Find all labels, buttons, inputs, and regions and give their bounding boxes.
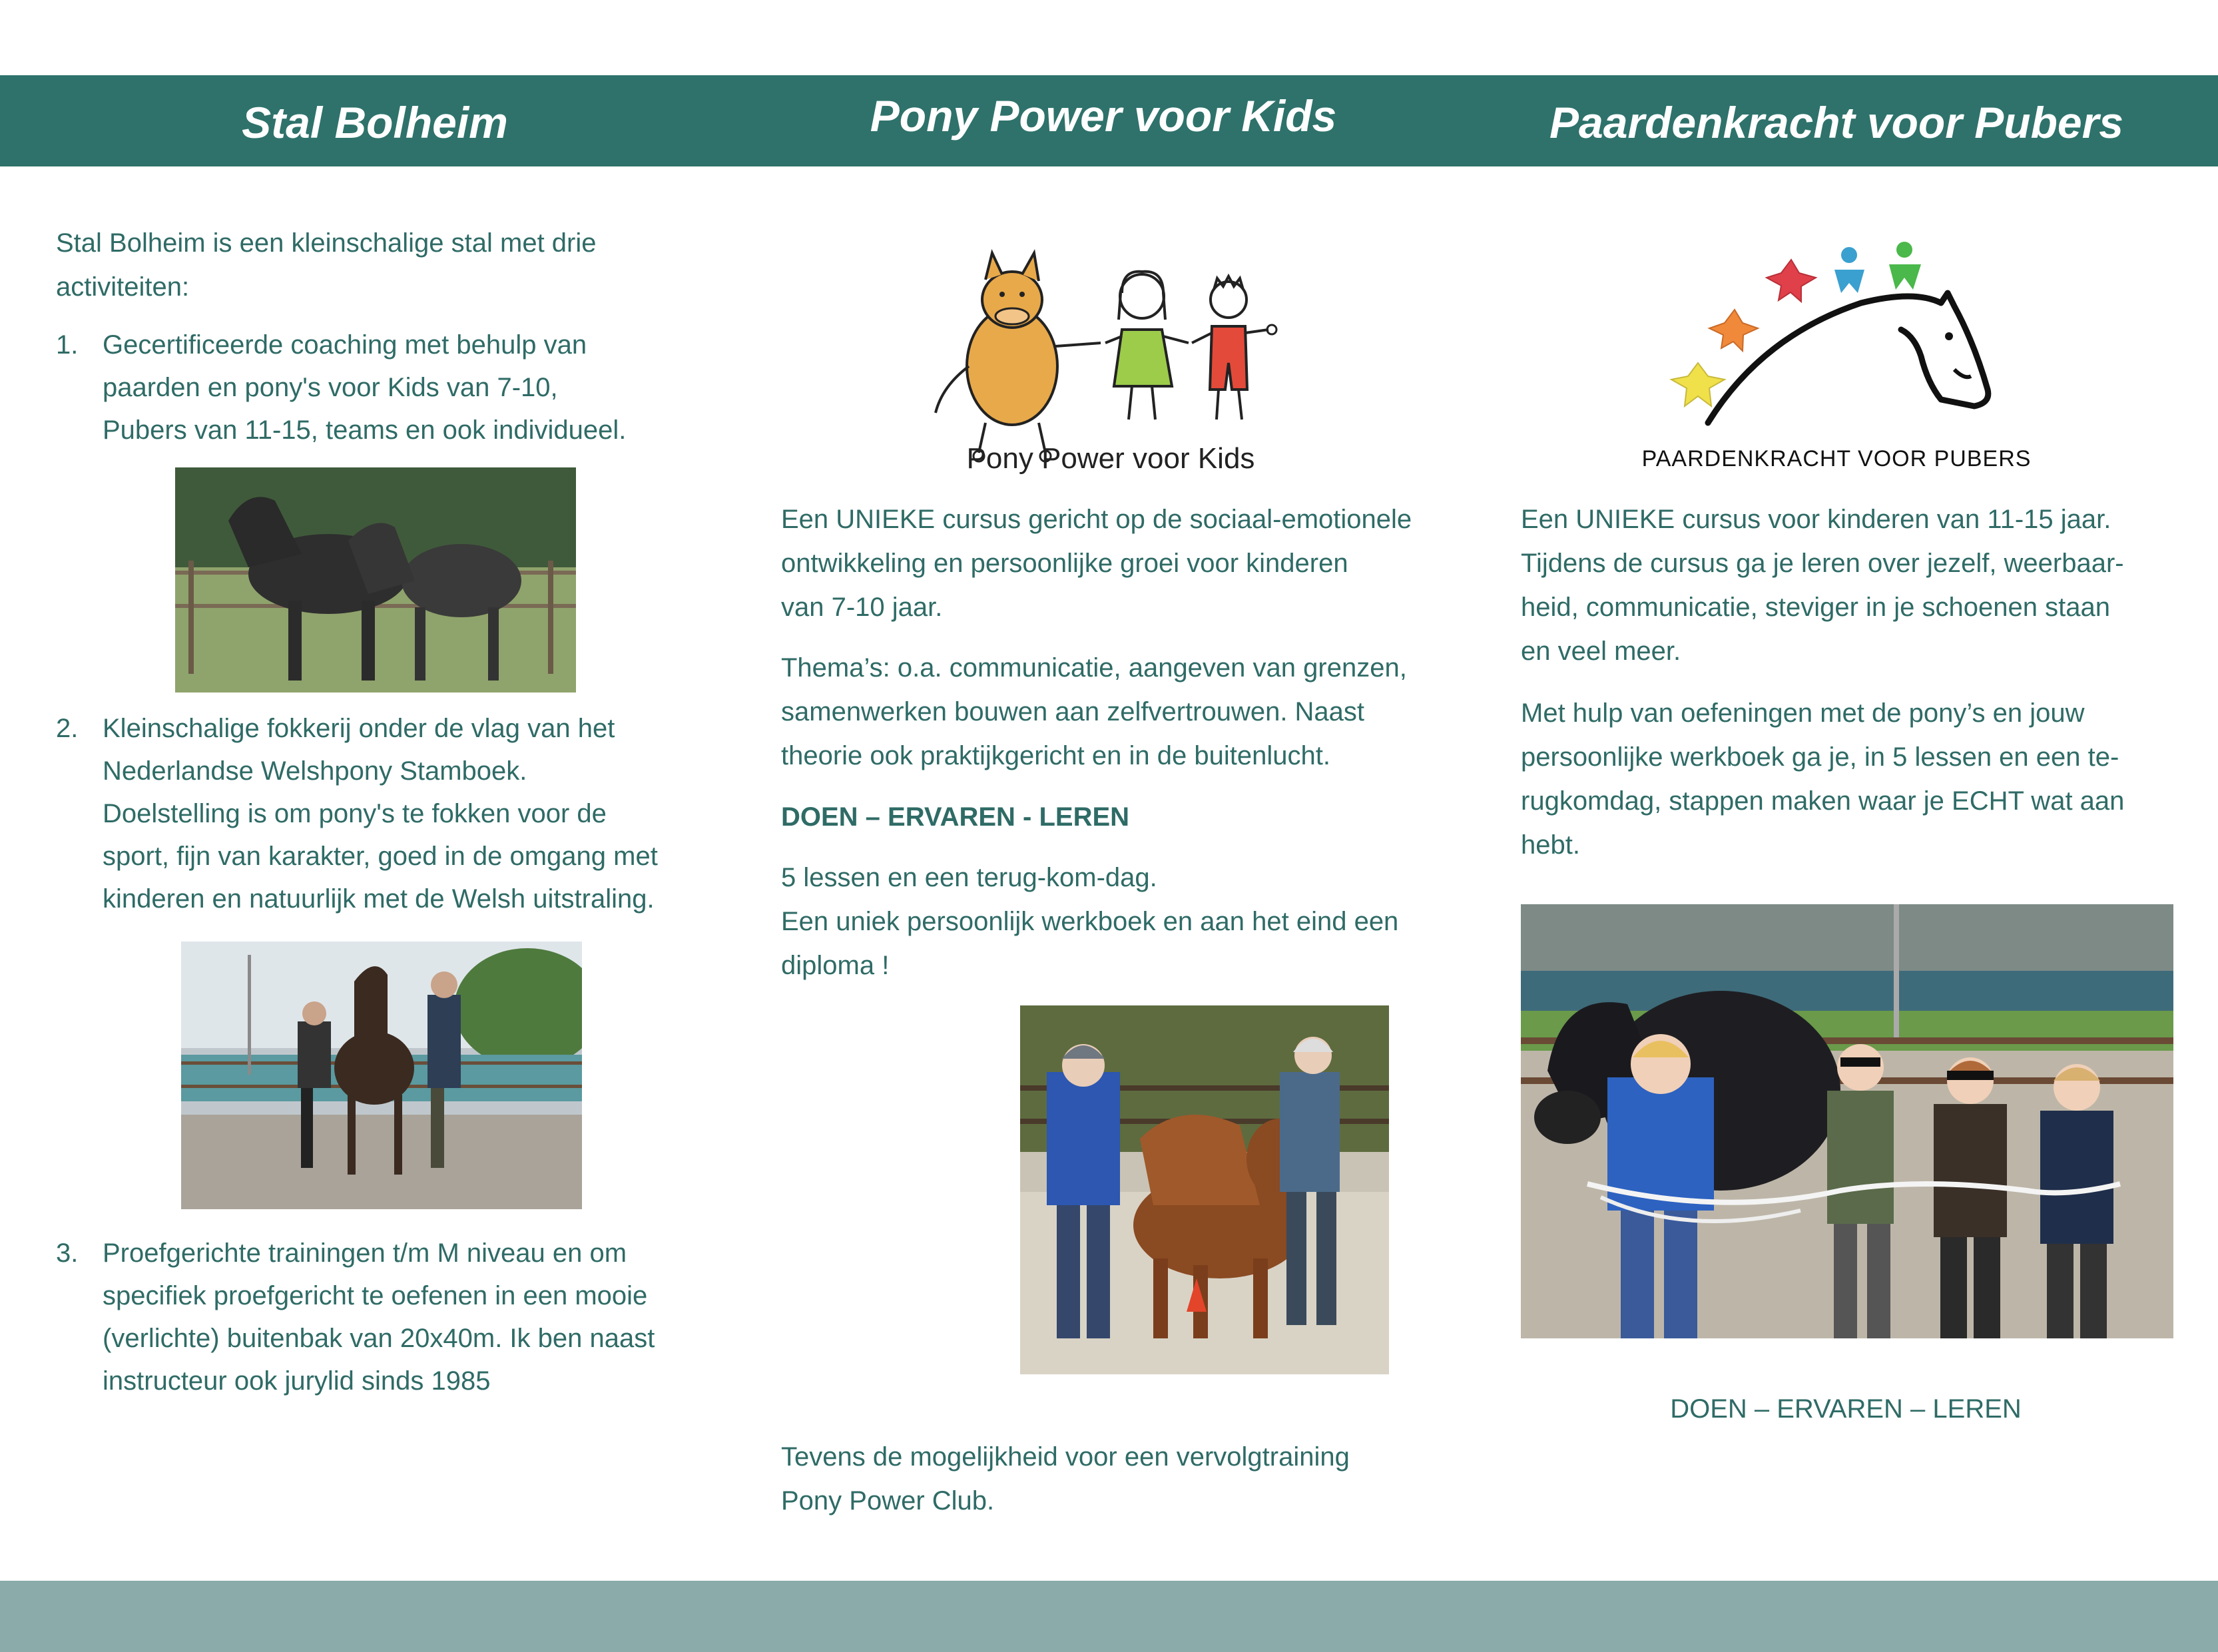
text-line: Een uniek persoonlijk werkboek en aan het eind een — [781, 907, 1399, 936]
list-line: sport, fijn van karakter, goed in de omgang met — [103, 842, 658, 871]
pubers-horse-photo — [1521, 904, 2173, 1338]
text-line: Een UNIEKE cursus gericht op de sociaal-emotionele — [781, 505, 1412, 534]
text-line: diploma ! — [781, 951, 890, 980]
list-line: (verlichte) buitenbak van 20x40m. Ik ben naast — [103, 1324, 655, 1353]
text-line: heid, communicatie, steviger in je schoenen staan — [1521, 593, 2110, 622]
text-line: persoonlijke werkboek ga je, in 5 lessen en een te- — [1521, 742, 2119, 772]
col2-paragraph-1 — [781, 497, 1480, 629]
text-line: Een UNIEKE cursus voor kinderen van 11-15 jaar. — [1521, 505, 2111, 534]
col3-paragraph-2 — [1521, 691, 2187, 867]
text-line: van 7-10 jaar. — [781, 593, 943, 622]
text-line: Thema’s: o.a. communicatie, aangeven van grenzen, — [781, 653, 1407, 683]
text-line: Pony Power Club. — [781, 1486, 995, 1515]
footer-bar — [0, 1581, 2218, 1652]
text-line: Met hulp van oefeningen met de pony’s en jouw — [1521, 698, 2085, 728]
col1-intro-line1: Stal Bolheim is een kleinschalige stal met drie — [56, 228, 597, 258]
text-line: samenwerken bouwen aan zelfvertrouwen. Naast — [781, 697, 1365, 726]
list-line: Doelstelling is om pony's te fokken voor de — [103, 799, 607, 828]
text-line: rugkomdag, stappen maken waar je ECHT wat aan — [1521, 786, 2125, 816]
col2-motto: DOEN – ERVAREN - LEREN — [781, 802, 1130, 832]
list-line: Kleinschalige fokkerij onder de vlag van het — [103, 714, 615, 743]
text-line: 5 lessen en een terug-kom-dag. — [781, 863, 1157, 892]
col2-paragraph-4 — [781, 1435, 1480, 1523]
col3-paragraph-1 — [1521, 497, 2187, 673]
text-line: Tevens de mogelijkheid voor een vervolgtraining — [781, 1442, 1350, 1472]
list-item-3 — [56, 1232, 722, 1412]
col1-intro — [56, 221, 722, 309]
list-line: Gecertificeerde coaching met behulp van — [103, 330, 587, 360]
list-line: kinderen en natuurlijk met de Welsh uitstraling. — [103, 884, 655, 914]
list-number: 2. — [56, 714, 79, 743]
list-number: 3. — [56, 1239, 79, 1268]
paardenkracht-logo — [1661, 236, 2008, 436]
col2-paragraph-3 — [781, 856, 1480, 987]
text-line: en veel meer. — [1521, 637, 1681, 666]
list-number: 1. — [56, 330, 79, 360]
list-line: instructeur ook jurylid sinds 1985 — [103, 1366, 491, 1396]
text-line: ontwikkeling en persoonlijke groei voor kinderen — [781, 549, 1348, 578]
list-item-2 — [56, 707, 742, 927]
text-line: theorie ook praktijkgericht en in de buitenlucht. — [781, 741, 1330, 770]
text-line: Tijdens de cursus ga je leren over jezelf, weerbaar- — [1521, 549, 2124, 578]
col2-title: Pony Power voor Kids — [870, 91, 1337, 140]
col1-title: Stal Bolheim — [242, 98, 508, 147]
col2-paragraph-2 — [781, 646, 1480, 778]
col3-motto: DOEN – ERVAREN – LEREN — [1670, 1394, 2022, 1424]
kids-pony-photo — [1020, 1005, 1389, 1374]
grooming-photo — [181, 942, 582, 1209]
list-line: Nederlandse Welshpony Stamboek. — [103, 756, 527, 786]
paardenkracht-logo-caption: PAARDENKRACHT VOOR PUBERS — [1641, 446, 2032, 471]
list-line: Proefgerichte trainingen t/m M niveau en om — [103, 1239, 627, 1268]
list-line: paarden en pony's voor Kids van 7-10, — [103, 373, 558, 402]
col3-title: Paardenkracht voor Pubers — [1549, 98, 2123, 147]
horses-photo — [175, 467, 576, 692]
col1-intro-line2: activiteiten: — [56, 272, 190, 302]
pony-power-logo-caption: Pony Power voor Kids — [966, 442, 1255, 475]
list-line: specifiek proefgericht te oefenen in een mooie — [103, 1281, 648, 1310]
list-item-1 — [56, 324, 722, 457]
text-line: hebt. — [1521, 830, 1580, 860]
list-line: Pubers van 11-15, teams en ook individueel. — [103, 415, 627, 445]
